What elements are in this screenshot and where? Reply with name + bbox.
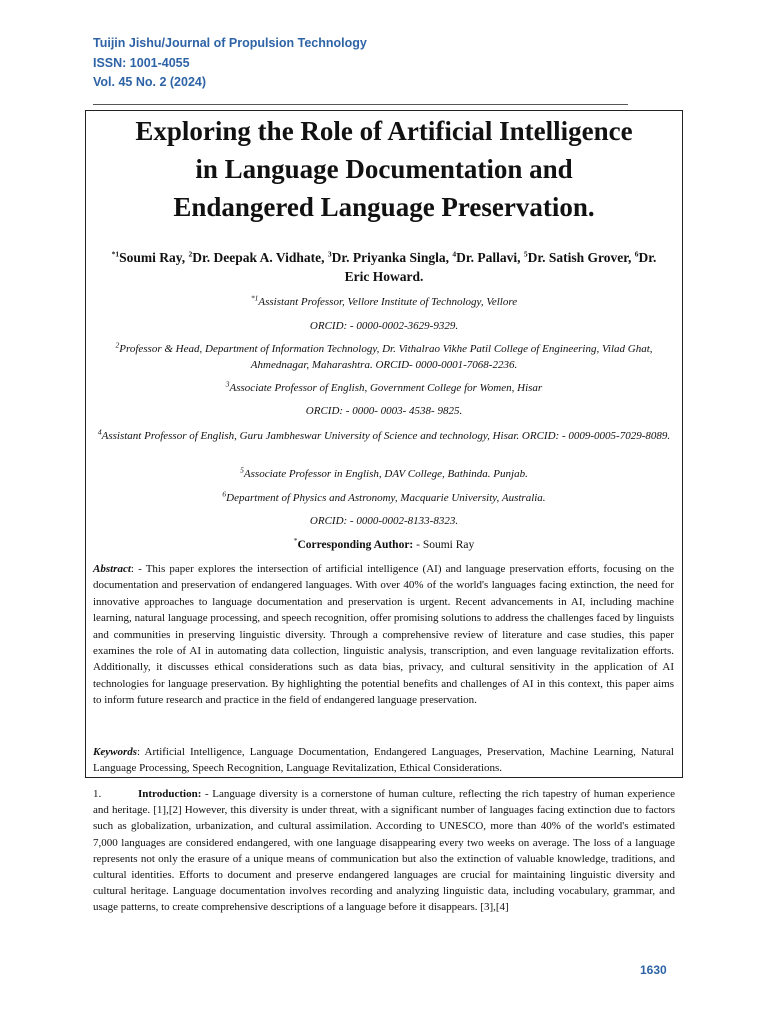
abstract <box>93 561 674 709</box>
author-mark: *1 <box>111 249 120 259</box>
section-heading: Introduction: <box>138 788 202 800</box>
abstract-label: Abstract <box>93 563 131 575</box>
affiliation-text: Assistant Professor of English, Guru Jambheswar University of Science and technology, Hisar. ORCID: - 0009-0005-7029-8089. <box>101 430 671 442</box>
author-mark: 6 <box>634 249 639 259</box>
paper-title <box>87 112 681 226</box>
journal-header <box>93 34 367 93</box>
author: Dr. Priyanka Singla, <box>331 250 453 265</box>
orcid-1: ORCID: - 0000-0002-3629-9329. <box>309 320 459 332</box>
corresponding-author <box>95 537 673 553</box>
corresponding-name: - Soumi Ray <box>413 539 475 551</box>
affiliation-mark: 2 <box>115 340 120 350</box>
keywords-text: : Artificial Intelligence, Language Documentation, Endangered Languages, Preservation, Machine Learning, Natural Language Processing, Speech Recognition, Language Revitalization, Ethical Considerations. <box>93 746 674 775</box>
author: Dr. Eric Howard. <box>344 250 657 284</box>
author-mark: 5 <box>523 249 528 259</box>
affiliation-text: Department of Physics and Astronomy, Macquarie University, Australia. <box>226 492 546 504</box>
affiliation-4 <box>95 428 673 444</box>
corresponding-label: Corresponding Author: <box>297 539 414 551</box>
affiliation-mark: 5 <box>240 465 244 475</box>
orcid-6: ORCID: - 0000-0002-8133-8323. <box>309 515 459 527</box>
author: Soumi Ray, <box>119 250 189 265</box>
author: Dr. Deepak A. Vidhate, <box>192 250 328 265</box>
affiliation-mark: *1 <box>250 293 259 303</box>
journal-issn: ISSN: 1001-4055 <box>93 55 190 70</box>
affiliation-text: Associate Professor of English, Government College for Women, Hisar <box>229 382 543 394</box>
abstract-text: : - This paper explores the intersection of artificial intelligence (AI) and language preservation efforts, focusing on the documentation and preservation of endangered languages. With over 40% of the world's languages facing extinction, the need for innovative approaches to language documentation and preservation is urgent. Recent advancements in AI, including machine learning, natural language processing, and speech recognition, offer promising solutions to address the challenges faced by linguists and communities in preserving linguistic diversity. Through a comprehensive review of literature and case studies, this paper examines the role of AI in automating data collection, linguistic analysis, transcription, and even language revitalization efforts. Additionally, it discusses ethical considerations such as data bias, privacy, and cultural sensitivity in the application of AI technologies for language preservation. By highlighting the potential benefits and challenges of AI in this context, this paper aims to inform future research and practice in the field of endangered language preservation. <box>93 563 674 707</box>
orcid-3: ORCID: - 0000- 0003- 4538- 9825. <box>305 405 463 417</box>
section-body: - Language diversity is a cornerstone of human culture, reflecting the rich tapestry of human experience and heritage. [1],[2] However, this diversity is under threat, with a significant number of languages facing extinction due to factors such as globalization, urbanization, and cultural assimilation. According to UNESCO, more than 40% of the world's estimated 7,000 languages are considered endangered, with one language disappearing every two weeks on average. The loss of a language represents not only the erasure of a unique means of communication but also the extinction of valuable knowledge, traditions, and cultural identities. Efforts to document and preserve endangered languages are crucial for maintaining linguistic diversity and cultural heritage. Language documentation involves recording and analyzing linguistic data, including vocabulary, grammar, and usage patterns, to create comprehensive descriptions of a language before it disappears. [3],[4] <box>93 788 675 914</box>
affiliation-2 <box>95 341 673 373</box>
affiliation-mark: 6 <box>222 489 227 499</box>
corresponding-mark: * <box>293 536 298 546</box>
introduction-section <box>93 786 675 916</box>
affiliation-text: Professor & Head, Department of Information Technology, Dr. Vithalrao Vikhe Patil College of Engineering, Vilad Ghat, Ahmednagar, Maharashtra. ORCID- 0000-0001-7068-2236. <box>119 343 653 371</box>
header-divider <box>93 104 628 105</box>
journal-name: Tuijin Jishu/Journal of Propulsion Technology <box>93 36 367 50</box>
keywords <box>93 744 674 777</box>
page-number: 1630 <box>640 963 667 977</box>
affiliation-mark: 4 <box>97 427 102 437</box>
affiliation-mark: 3 <box>225 379 230 389</box>
journal-volume: Vol. 45 No. 2 (2024) <box>93 75 207 89</box>
affiliation-1 <box>95 294 673 310</box>
author-mark: 3 <box>327 249 332 259</box>
author-list <box>100 248 668 286</box>
affiliation-5 <box>95 466 673 482</box>
section-number: 1. <box>93 788 102 800</box>
affiliation-text: Associate Professor in English, DAV College, Bathinda. Punjab. <box>243 468 528 480</box>
keywords-label: Keywords <box>93 746 137 758</box>
affiliation-6 <box>95 490 673 506</box>
author-mark: 4 <box>452 249 457 259</box>
affiliation-3 <box>95 380 673 396</box>
affiliation-text: Assistant Professor, Vellore Institute of Technology, Vellore <box>258 296 518 308</box>
author-mark: 2 <box>188 249 193 259</box>
title-line: in Language Documentation and <box>195 154 573 184</box>
author: Dr. Pallavi, <box>456 250 524 265</box>
title-line: Endangered Language Preservation. <box>173 192 595 222</box>
title-line: Exploring the Role of Artificial Intelligence <box>135 116 633 146</box>
author: Dr. Satish Grover, <box>527 250 635 265</box>
